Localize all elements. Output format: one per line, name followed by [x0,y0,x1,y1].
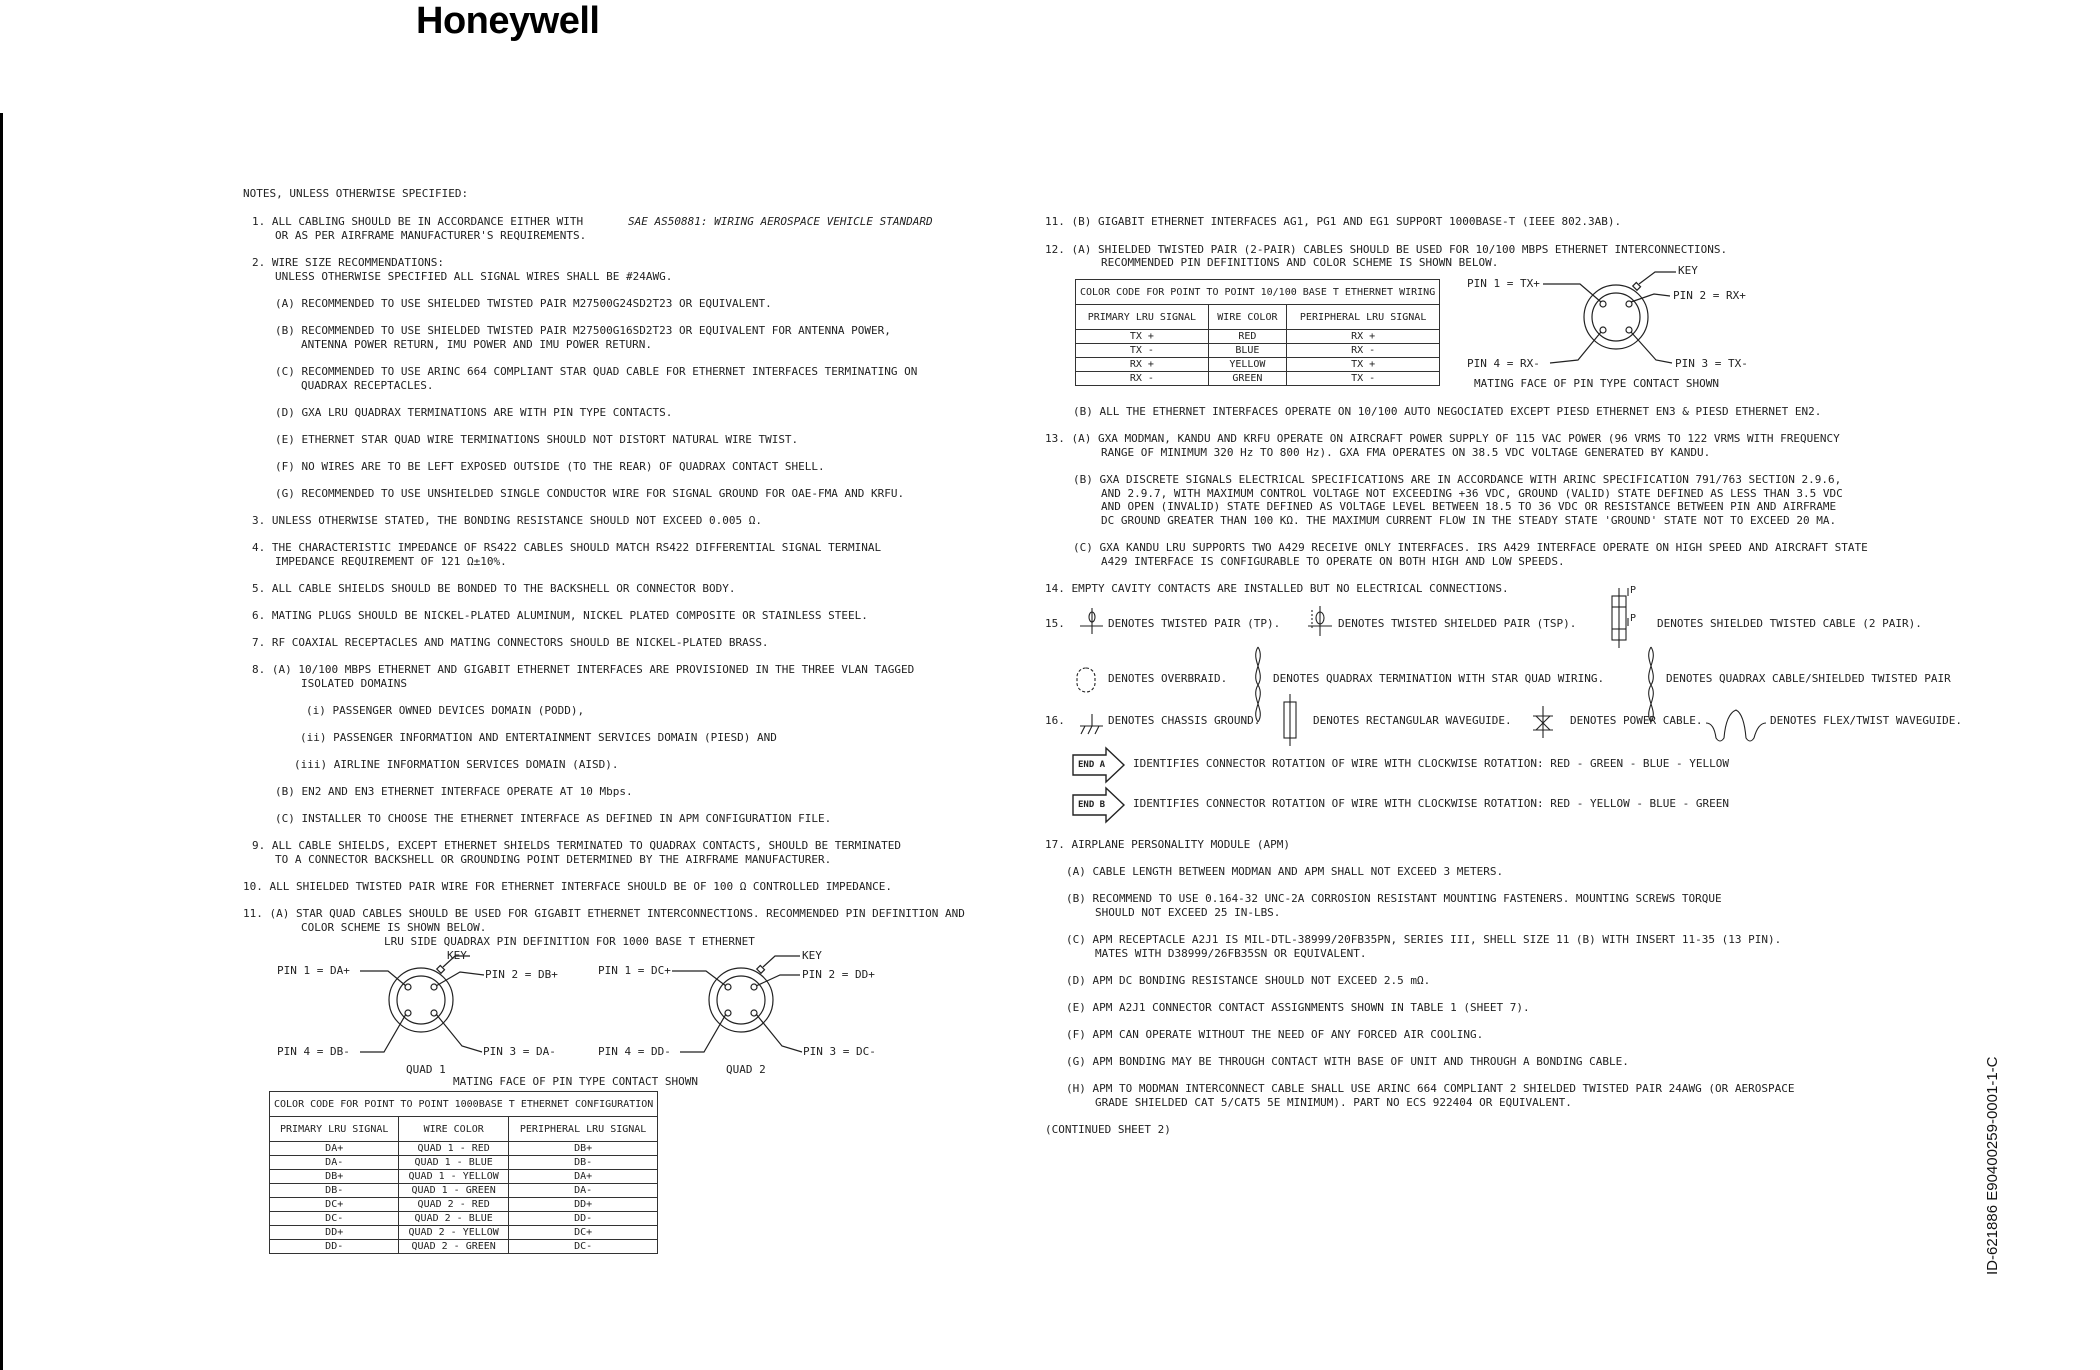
note-12b: (B) ALL THE ETHERNET INTERFACES OPERATE ON 10/100 AUTO NEGOCIATED EXCEPT PIESD ETHERNET EN3 & PIESD ETHERNET EN2. [1073,405,1822,418]
flex-waveguide-symbol [1706,710,1766,741]
table-header: WIRE COLOR [399,1117,509,1142]
table-cell: TX - [1287,372,1440,386]
note-16-number: 16. [1045,714,1065,727]
table-cell: QUAD 2 - GREEN [399,1240,509,1254]
note-12a-line-1: 12. (A) SHIELDED TWISTED PAIR (2-PAIR) CABLES SHOULD BE USED FOR 10/100 MBPS ETHERNET INTERCONNECTIONS. [1045,243,1728,256]
conn100-pin1-label: PIN 1 = TX+ [1467,277,1540,290]
note-5: 5. ALL CABLE SHIELDS SHOULD BE BONDED TO THE BACKSHELL OR CONNECTOR BODY. [252,582,736,595]
note-17h-line-1: (H) APM TO MODMAN INTERCONNECT CABLE SHALL USE ARINC 664 COMPLIANT 2 SHIELDED TWISTED PAIR 24AWG (OR AEROSPACE [1066,1082,1795,1095]
note-4-line-2: IMPEDANCE REQUIREMENT OF 121 Ω±10%. [275,555,507,568]
table-cell: DD+ [270,1226,399,1240]
legend-rectangular-waveguide: DENOTES RECTANGULAR WAVEGUIDE. [1313,714,1512,727]
note-17e: (E) APM A2J1 CONNECTOR CONTACT ASSIGNMENTS SHOWN IN TABLE 1 (SHEET 7). [1066,1001,1530,1014]
note-17b-line-2: SHOULD NOT EXCEED 25 IN-LBS. [1095,906,1281,919]
table-cell: RX - [1287,344,1440,358]
note-8a-line-2: ISOLATED DOMAINS [301,677,407,690]
table-cell: QUAD 2 - RED [399,1198,509,1212]
conn100-pin2-label: PIN 2 = RX+ [1673,289,1746,302]
note-2c-line-2: QUADRAX RECEPTACLES. [301,379,434,392]
quad2-pin2-label: PIN 2 = DD+ [802,968,875,981]
note-2-text: UNLESS OTHERWISE SPECIFIED ALL SIGNAL WIRES SHALL BE #24AWG. [275,270,673,283]
quad-diagram-title: LRU SIDE QUADRAX PIN DEFINITION FOR 1000 BASE T ETHERNET [384,935,755,948]
quad1-key-label: KEY [447,949,467,962]
table-cell: DB- [270,1184,399,1198]
table-header: PERIPHERAL LRU SIGNAL [508,1117,657,1142]
quad1-pin2-label: PIN 2 = DB+ [485,968,558,981]
note-2a: (A) RECOMMENDED TO USE SHIELDED TWISTED PAIR M27500G24SD2T23 OR EQUIVALENT. [275,297,772,310]
note-17d: (D) APM DC BONDING RESISTANCE SHOULD NOT EXCEED 2.5 mΩ. [1066,974,1431,987]
note-17h-line-2: GRADE SHIELDED CAT 5/CAT5 5E MINIMUM). PART NO ECS 922404 OR EQUIVALENT. [1095,1096,1572,1109]
table-cell: DC+ [508,1226,657,1240]
table-cell: QUAD 1 - GREEN [399,1184,509,1198]
table-cell: TX + [1076,330,1209,344]
table-cell: RX + [1287,330,1440,344]
quad2-label: QUAD 2 [726,1063,766,1076]
table-cell: YELLOW [1208,358,1286,372]
table-cell: QUAD 2 - YELLOW [399,1226,509,1240]
note-2g: (G) RECOMMENDED TO USE UNSHIELDED SINGLE CONDUCTOR WIRE FOR SIGNAL GROUND FOR OAE-FMA AND KRFU. [275,487,905,500]
table-cell: DA- [270,1156,399,1170]
note-4-line-1: 4. THE CHARACTERISTIC IMPEDANCE OF RS422 CABLES SHOULD MATCH RS422 DIFFERENTIAL SIGNAL TERMINAL [252,541,882,554]
note-7: 7. RF COAXIAL RECEPTACLES AND MATING CONNECTORS SHOULD BE NICKEL-PLATED BRASS. [252,636,769,649]
legend-chassis-ground: DENOTES CHASSIS GROUND. [1108,714,1261,727]
legend-p-label-2: P [1630,613,1637,624]
table-header: PRIMARY LRU SIGNAL [1076,305,1209,330]
note-14: 14. EMPTY CAVITY CONTACTS ARE INSTALLED BUT NO ELECTRICAL CONNECTIONS. [1045,582,1509,595]
table-cell: RED [1208,330,1286,344]
legend-shielded-twisted-cable: DENOTES SHIELDED TWISTED CABLE (2 PAIR). [1657,617,1922,630]
note-12a-line-2: RECOMMENDED PIN DEFINITIONS AND COLOR SCHEME IS SHOWN BELOW. [1101,256,1499,269]
note-17c-line-2: MATES WITH D38999/26FB35SN OR EQUIVALENT. [1095,947,1367,960]
overbraid-symbol [1077,668,1095,692]
table-cell: TX + [1287,358,1440,372]
note-13b-line-4: DC GROUND GREATER THAN 100 KΩ. THE MAXIMUM CURRENT FLOW IN THE STEADY STATE 'GROUND' STATE NOT TO EXCEED 20 MA. [1101,514,1837,527]
conn100-pin4-label: PIN 4 = RX- [1467,357,1540,370]
table-cell: DA+ [508,1170,657,1184]
table-cell: BLUE [1208,344,1286,358]
table-cell: RX + [1076,358,1209,372]
note-13b-line-3: AND OPEN (INVALID) STATE DEFINED AS VOLTAGE LEVEL BETWEEN 18.5 TO 36 VDC OR RESISTANCE BETWEEN PIN AND AIRFRAME [1101,500,1837,513]
quad1-pin4-label: PIN 4 = DB- [277,1045,350,1058]
note-9-line-1: 9. ALL CABLE SHIELDS, EXCEPT ETHERNET SHIELDS TERMINATED TO QUADRAX CONTACTS, SHOULD BE TERMINATED [252,839,902,852]
note-2-heading: 2. WIRE SIZE RECOMMENDATIONS: [252,256,445,269]
legend-quadrax-cable: DENOTES QUADRAX CABLE/SHIELDED TWISTED PAIR [1666,672,1951,685]
quad1-pin1-label: PIN 1 = DA+ [277,964,350,977]
note-13a-line-1: 13. (A) GXA MODMAN, KANDU AND KRFU OPERATE ON AIRCRAFT POWER SUPPLY OF 115 VAC POWER (96 VRMS TO 122 VRMS WITH FREQUENCY [1045,432,1840,445]
honeywell-logo: Honeywell [416,0,600,42]
end-a-label: END A [1078,760,1106,770]
note-8b: (B) EN2 AND EN3 ETHERNET INTERFACE OPERATE AT 10 Mbps. [275,785,633,798]
table-cell: DB+ [270,1170,399,1184]
note-17a: (A) CABLE LENGTH BETWEEN MODMAN AND APM SHALL NOT EXCEED 3 METERS. [1066,865,1504,878]
note-17g: (G) APM BONDING MAY BE THROUGH CONTACT WITH BASE OF UNIT AND THROUGH A BONDING CABLE. [1066,1055,1629,1068]
quad2-pin1-label: PIN 1 = DC+ [598,964,671,977]
legend-power-cable: DENOTES POWER CABLE. [1570,714,1703,727]
note-13b-line-1: (B) GXA DISCRETE SIGNALS ELECTRICAL SPECIFICATIONS ARE IN ACCORDANCE WITH ARINC SPECIFICATION 791/763 SECTION 2.9.6, [1073,473,1842,486]
note-8c: (C) INSTALLER TO CHOOSE THE ETHERNET INTERFACE AS DEFINED IN APM CONFIGURATION FILE. [275,812,832,825]
continued-note: (CONTINUED SHEET 2) [1045,1123,1171,1136]
table-cell: QUAD 1 - BLUE [399,1156,509,1170]
table-cell: DC- [270,1212,399,1226]
notes-heading: NOTES, UNLESS OTHERWISE SPECIFIED: [243,187,469,200]
end-b-description: IDENTIFIES CONNECTOR ROTATION OF WIRE WITH CLOCKWISE ROTATION: RED - YELLOW - BLUE - GREEN [1133,797,1730,810]
table-cell: DD- [508,1212,657,1226]
note-13a-line-2: RANGE OF MINIMUM 320 Hz TO 800 Hz). GXA FMA OPERATES ON 38.5 VDC VOLTAGE GENERATED BY KANDU. [1101,446,1711,459]
note-2b-line-2: ANTENNA POWER RETURN, IMU POWER AND IMU POWER RETURN. [301,338,652,351]
note-3: 3. UNLESS OTHERWISE STATED, THE BONDING RESISTANCE SHOULD NOT EXCEED 0.005 Ω. [252,514,762,527]
table-header: PERIPHERAL LRU SIGNAL [1287,305,1440,330]
table-cell: DA+ [270,1142,399,1156]
note-1-line-1: 1. ALL CABLING SHOULD BE IN ACCORDANCE EITHER WITH [252,215,584,228]
note-2c-line-1: (C) RECOMMENDED TO USE ARINC 664 COMPLIANT STAR QUAD CABLE FOR ETHERNET INTERFACES TERMINATING ON [275,365,918,378]
note-8a-line-1: 8. (A) 10/100 MBPS ETHERNET AND GIGABIT ETHERNET INTERFACES ARE PROVISIONED IN THE THREE VLAN TAGGED [252,663,915,676]
table-cell: DD- [270,1240,399,1254]
table-cell: DC- [508,1240,657,1254]
quad1-label: QUAD 1 [406,1063,446,1076]
quad1-pin3-label: PIN 3 = DA- [483,1045,556,1058]
note-8a-i: (i) PASSENGER OWNED DEVICES DOMAIN (PODD), [306,704,585,717]
table-cell: DB- [508,1156,657,1170]
table-cell: QUAD 2 - BLUE [399,1212,509,1226]
note-2e: (E) ETHERNET STAR QUAD WIRE TERMINATIONS SHOULD NOT DISTORT NATURAL WIRE TWIST. [275,433,799,446]
note-11b: 11. (B) GIGABIT ETHERNET INTERFACES AG1, PG1 AND EG1 SUPPORT 1000BASE-T (IEEE 802.3AB). [1045,215,1622,228]
table-cell: GREEN [1208,372,1286,386]
quad-mating-face-label: MATING FACE OF PIN TYPE CONTACT SHOWN [453,1075,699,1088]
legend-twisted-shielded-pair: DENOTES TWISTED SHIELDED PAIR (TSP). [1338,617,1577,630]
table-title: COLOR CODE FOR POINT TO POINT 1000BASE T ETHERNET CONFIGURATION [270,1092,658,1117]
note-11a-line-2: COLOR SCHEME IS SHOWN BELOW. [301,921,487,934]
note-17f: (F) APM CAN OPERATE WITHOUT THE NEED OF ANY FORCED AIR COOLING. [1066,1028,1484,1041]
conn100-pin3-label: PIN 3 = TX- [1675,357,1748,370]
legend-p-label-1: P [1630,585,1637,596]
conn100-mating-label: MATING FACE OF PIN TYPE CONTACT SHOWN [1474,377,1720,390]
note-1-line-2: OR AS PER AIRFRAME MANUFACTURER'S REQUIREMENTS. [275,229,587,242]
table-cell: RX - [1076,372,1209,386]
note-11a-line-1: 11. (A) STAR QUAD CABLES SHOULD BE USED FOR GIGABIT ETHERNET INTERCONNECTIONS. RECOMMENDED PIN DEFINITION AND [243,907,965,920]
document-id: ID-621886 E90400259-0001-1-C [1984,1056,2001,1275]
table-cell: QUAD 1 - RED [399,1142,509,1156]
note-17c-line-1: (C) APM RECEPTACLE A2J1 IS MIL-DTL-38999/20FB35PN, SERIES III, SHELL SIZE 11 (B) WITH INSERT 11-35 (13 PIN). [1066,933,1782,946]
end-a-description: IDENTIFIES CONNECTOR ROTATION OF WIRE WITH CLOCKWISE ROTATION: RED - GREEN - BLUE - YELLOW [1133,757,1730,770]
note-10: 10. ALL SHIELDED TWISTED PAIR WIRE FOR ETHERNET INTERFACE SHOULD BE OF 100 Ω CONTROLLED IMPEDANCE. [243,880,893,893]
note-2d: (D) GXA LRU QUADRAX TERMINATIONS ARE WITH PIN TYPE CONTACTS. [275,406,673,419]
legend-twisted-pair: DENOTES TWISTED PAIR (TP). [1108,617,1281,630]
quad2-key-label: KEY [802,949,822,962]
note-6: 6. MATING PLUGS SHOULD BE NICKEL-PLATED ALUMINUM, NICKEL PLATED COMPOSITE OR STAINLESS STEEL. [252,609,868,622]
end-b-label: END B [1078,800,1106,810]
note-17-heading: 17. AIRPLANE PERSONALITY MODULE (APM) [1045,838,1291,851]
note-17b-line-1: (B) RECOMMEND TO USE 0.164-32 UNC-2A CORROSION RESISTANT MOUNTING FASTENERS. MOUNTING SCREWS TORQUE [1066,892,1722,905]
note-2b-line-1: (B) RECOMMENDED TO USE SHIELDED TWISTED PAIR M27500G16SD2T23 OR EQUIVALENT FOR ANTENNA POWER, [275,324,891,337]
table-cell: DB+ [508,1142,657,1156]
table-cell: DC+ [270,1198,399,1212]
legend-quadrax-termination: DENOTES QUADRAX TERMINATION WITH STAR QUAD WIRING. [1273,672,1605,685]
table-cell: TX - [1076,344,1209,358]
note-13c-line-2: A429 INTERFACE IS CONFIGURABLE TO OPERATE ON BOTH HIGH AND LOW SPEEDS. [1101,555,1565,568]
legend-overbraid: DENOTES OVERBRAID. [1108,672,1228,685]
table-cell: DD+ [508,1198,657,1212]
note-8a-iii: (iii) AIRLINE INFORMATION SERVICES DOMAIN (AISD). [294,758,619,771]
quad2-pin4-label: PIN 4 = DD- [598,1045,671,1058]
table-header: PRIMARY LRU SIGNAL [270,1117,399,1142]
note-9-line-2: TO A CONNECTOR BACKSHELL OR GROUNDING POINT DETERMINED BY THE AIRFRAME MANUFACTURER. [275,853,832,866]
table-cell: QUAD 1 - YELLOW [399,1170,509,1184]
note-1-standard: SAE AS50881: WIRING AEROSPACE VEHICLE STANDARD [628,215,933,228]
note-2f: (F) NO WIRES ARE TO BE LEFT EXPOSED OUTSIDE (TO THE REAR) OF QUADRAX CONTACT SHELL. [275,460,825,473]
table-cell: DA- [508,1184,657,1198]
note-8a-ii: (ii) PASSENGER INFORMATION AND ENTERTAINMENT SERVICES DOMAIN (PIESD) AND [300,731,777,744]
note-15-number: 15. [1045,617,1065,630]
conn100-key-label: KEY [1678,264,1698,277]
note-13b-line-2: AND 2.9.7, WITH MAXIMUM CONTROL VOLTAGE NOT EXCEEDING +36 VDC, GROUND (VALID) STATE DEFINED AS LESS THAN 3.5 VDC [1101,487,1843,500]
table-title: COLOR CODE FOR POINT TO POINT 10/100 BASE T ETHERNET WIRING [1076,280,1440,305]
note-13c-line-1: (C) GXA KANDU LRU SUPPORTS TWO A429 RECEIVE ONLY INTERFACES. IRS A429 INTERFACE OPERATE ON HIGH SPEED AND AIRCRAFT STATE [1073,541,1868,554]
legend-flex-waveguide: DENOTES FLEX/TWIST WAVEGUIDE. [1770,714,1963,727]
quad2-pin3-label: PIN 3 = DC- [803,1045,876,1058]
table-header: WIRE COLOR [1208,305,1286,330]
